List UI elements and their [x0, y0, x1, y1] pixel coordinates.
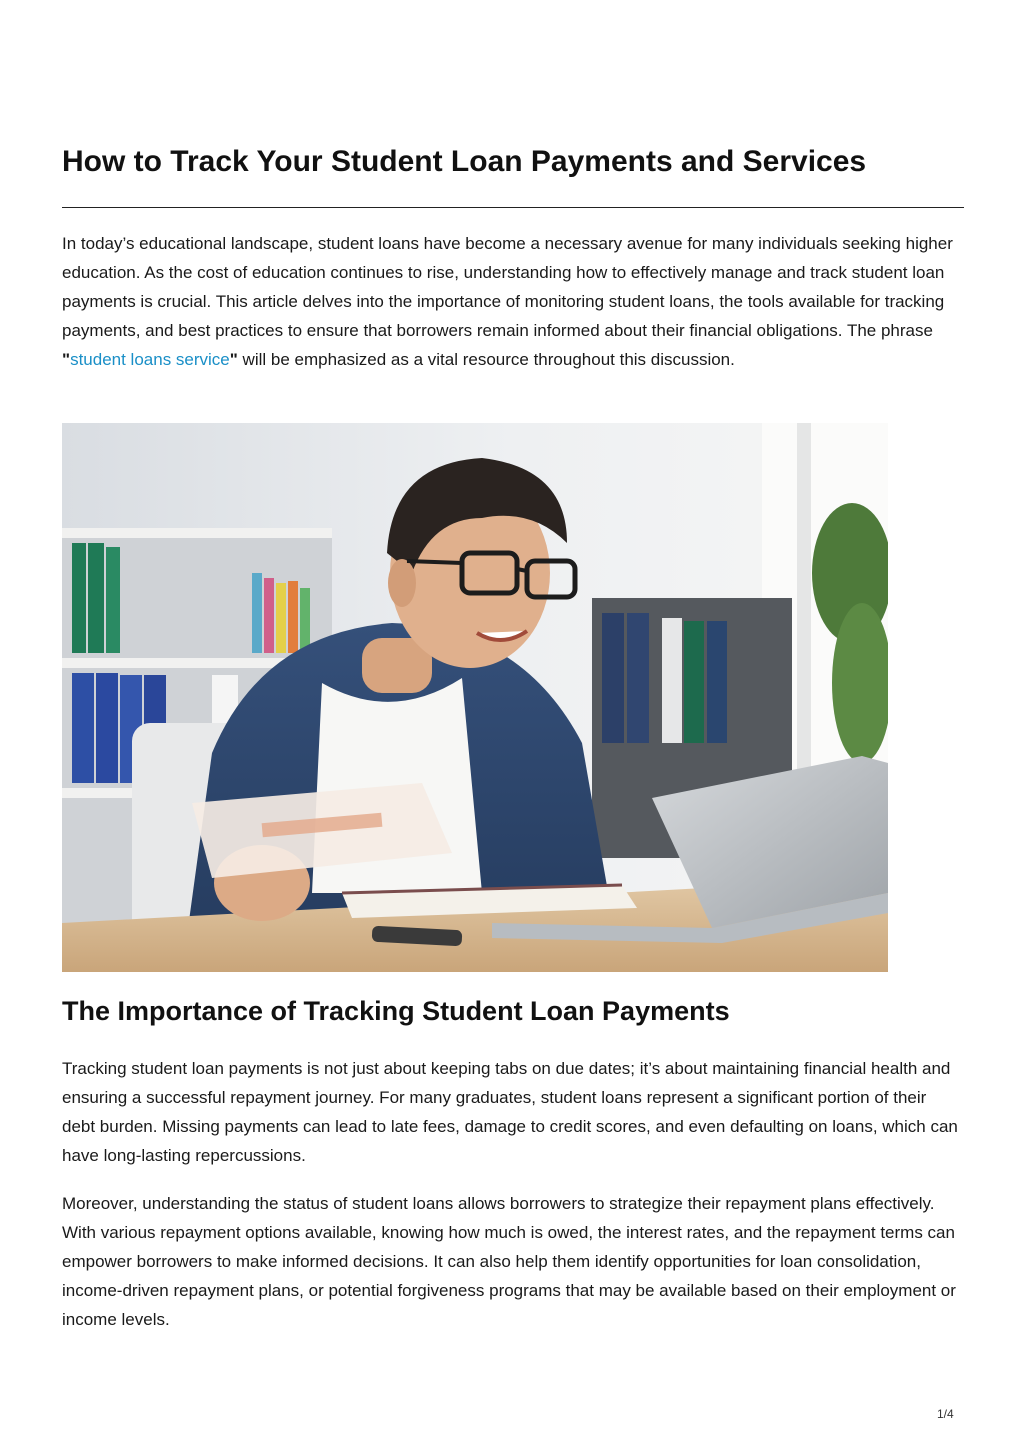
article-title: How to Track Your Student Loan Payments and Services: [62, 145, 867, 178]
student-loans-service-link[interactable]: student loans service: [70, 350, 230, 369]
section-paragraph-2: Moreover, understanding the status of student loans allows borrowers to strategize their repayment plans effectively. With various repayment options available, knowing how much is owed, the interest rates, and the repayment terms can empower borrowers to make informed decisions. It can also help them identify opportunities for loan consolidation, income-driven repayment plans, or potential forgiveness programs that may be available based on their employment or income levels.: [62, 1194, 956, 1329]
intro-paragraph: [62, 229, 964, 374]
quote-close: ": [229, 350, 238, 369]
title-divider: [62, 207, 964, 208]
intro-text-after: will be emphasized as a vital resource throughout this discussion.: [237, 350, 735, 369]
student-laptop-illustration: [62, 423, 888, 972]
hero-image-student-at-laptop: [62, 423, 888, 972]
quote-open: ": [62, 350, 71, 369]
intro-text-before: In today’s educational landscape, student loans have become a necessary avenue for many individuals seeking higher education. As the cost of education continues to rise, understanding how to effectively manage and track student loan payments is crucial. This article delves into the importance of monitoring student loans, the tools available for tracking payments, and best practices to ensure that borrowers remain informed about their financial obligations. The phrase: [62, 234, 953, 340]
page-number: 1/4: [937, 1407, 954, 1421]
section-paragraph-1: Tracking student loan payments is not just about keeping tabs on due dates; it’s about maintaining financial health and ensuring a successful repayment journey. For many graduates, student loans represent a significant portion of their debt burden. Missing payments can lead to late fees, damage to credit scores, and even defaulting on loans, which can have long-lasting repercussions.: [62, 1059, 958, 1165]
section-heading: The Importance of Tracking Student Loan Payments: [62, 996, 730, 1026]
